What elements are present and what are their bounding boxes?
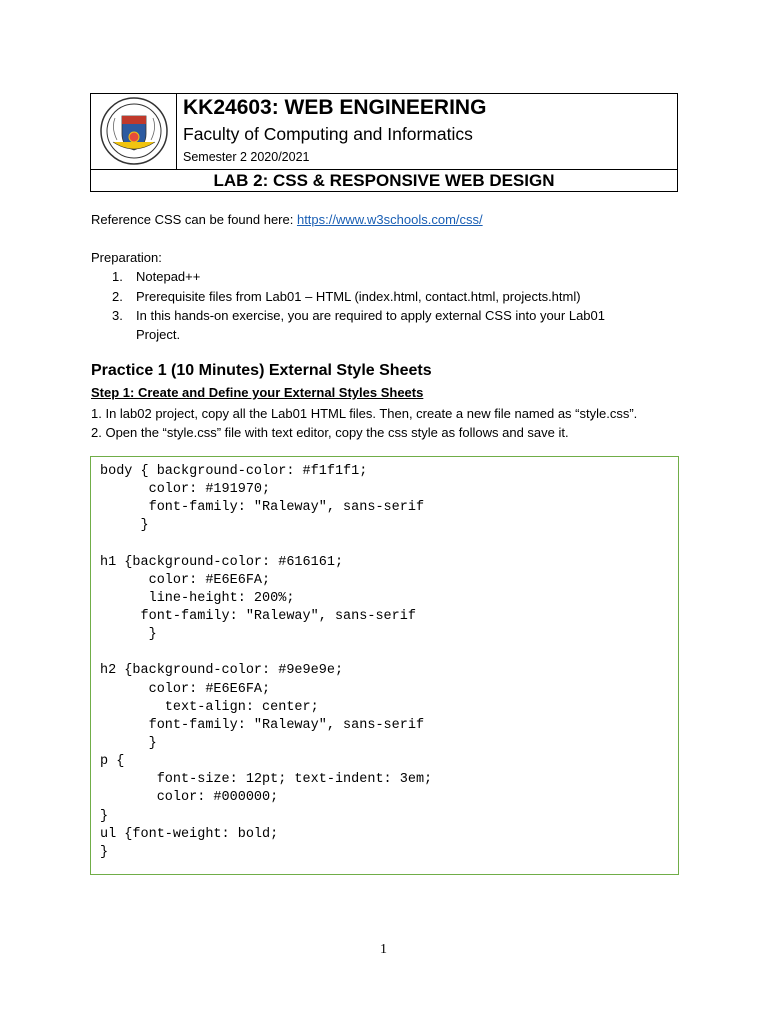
list-number: 1. xyxy=(112,269,123,284)
logo-cell xyxy=(91,94,177,169)
css-code-box xyxy=(90,456,679,875)
code-line: } xyxy=(100,809,109,824)
code-line: font-family: "Raleway", sans-serif xyxy=(100,718,425,733)
instruction-2: 2. Open the “style.css” file with text editor, copy the css style as follows and save it. xyxy=(91,425,569,440)
code-line: text-align: center; xyxy=(100,700,319,715)
page-number: 1 xyxy=(380,942,387,957)
list-item-continuation xyxy=(136,327,180,342)
code-line: h2 {background-color: #9e9e9e; xyxy=(100,663,344,678)
university-crest-icon xyxy=(91,94,177,169)
code-line: color: #191970; xyxy=(100,482,271,497)
reference-line xyxy=(91,212,483,227)
list-text: Notepad++ xyxy=(136,269,201,284)
code-line: font-family: "Raleway", sans-serif xyxy=(100,609,416,624)
course-header xyxy=(90,93,678,192)
course-title: KK24603: WEB ENGINEERING xyxy=(183,96,487,119)
preparation-heading: Preparation: xyxy=(91,250,162,265)
practice-heading: Practice 1 (10 Minutes) External Style Sheets xyxy=(91,362,432,379)
code-line: color: #E6E6FA; xyxy=(100,682,271,697)
faculty-name: Faculty of Computing and Informatics xyxy=(183,124,473,144)
instruction-1: 1. In lab02 project, copy all the Lab01 HTML files. Then, create a new file named as “style.css”. xyxy=(91,406,638,421)
code-line: h1 {background-color: #616161; xyxy=(100,555,344,570)
code-line: } xyxy=(100,627,157,642)
list-text: Project. xyxy=(136,327,181,342)
w3schools-link[interactable]: https://www.w3schools.com/css/ xyxy=(296,212,483,227)
code-line: } xyxy=(100,518,149,533)
list-text: In this hands-on exercise, you are required to apply external CSS into your Lab01 xyxy=(136,308,605,323)
code-line: } xyxy=(100,845,109,860)
title-cell xyxy=(183,94,677,169)
code-line: body { background-color: #f1f1f1; xyxy=(100,464,368,479)
code-line: color: #E6E6FA; xyxy=(100,573,271,588)
code-line: font-family: "Raleway", sans-serif xyxy=(100,500,425,515)
reference-label: Reference CSS can be found here: xyxy=(91,212,297,227)
step-heading: Step 1: Create and Define your External Styles Sheets xyxy=(91,385,424,400)
code-line: color: #000000; xyxy=(100,790,279,805)
code-line: font-size: 12pt; text-indent: 3em; xyxy=(100,772,433,787)
code-line: } xyxy=(100,736,157,751)
code-line: p { xyxy=(100,754,125,769)
list-number: 3. xyxy=(112,308,123,323)
list-number: 2. xyxy=(112,289,123,304)
lab-title: LAB 2: CSS & RESPONSIVE WEB DESIGN xyxy=(91,169,677,192)
list-text: Prerequisite files from Lab01 – HTML (index.html, contact.html, projects.html) xyxy=(136,289,581,304)
code-line: line-height: 200%; xyxy=(100,591,295,606)
code-line: ul {font-weight: bold; xyxy=(100,827,279,842)
semester-label: Semester 2 2020/2021 xyxy=(183,150,310,164)
